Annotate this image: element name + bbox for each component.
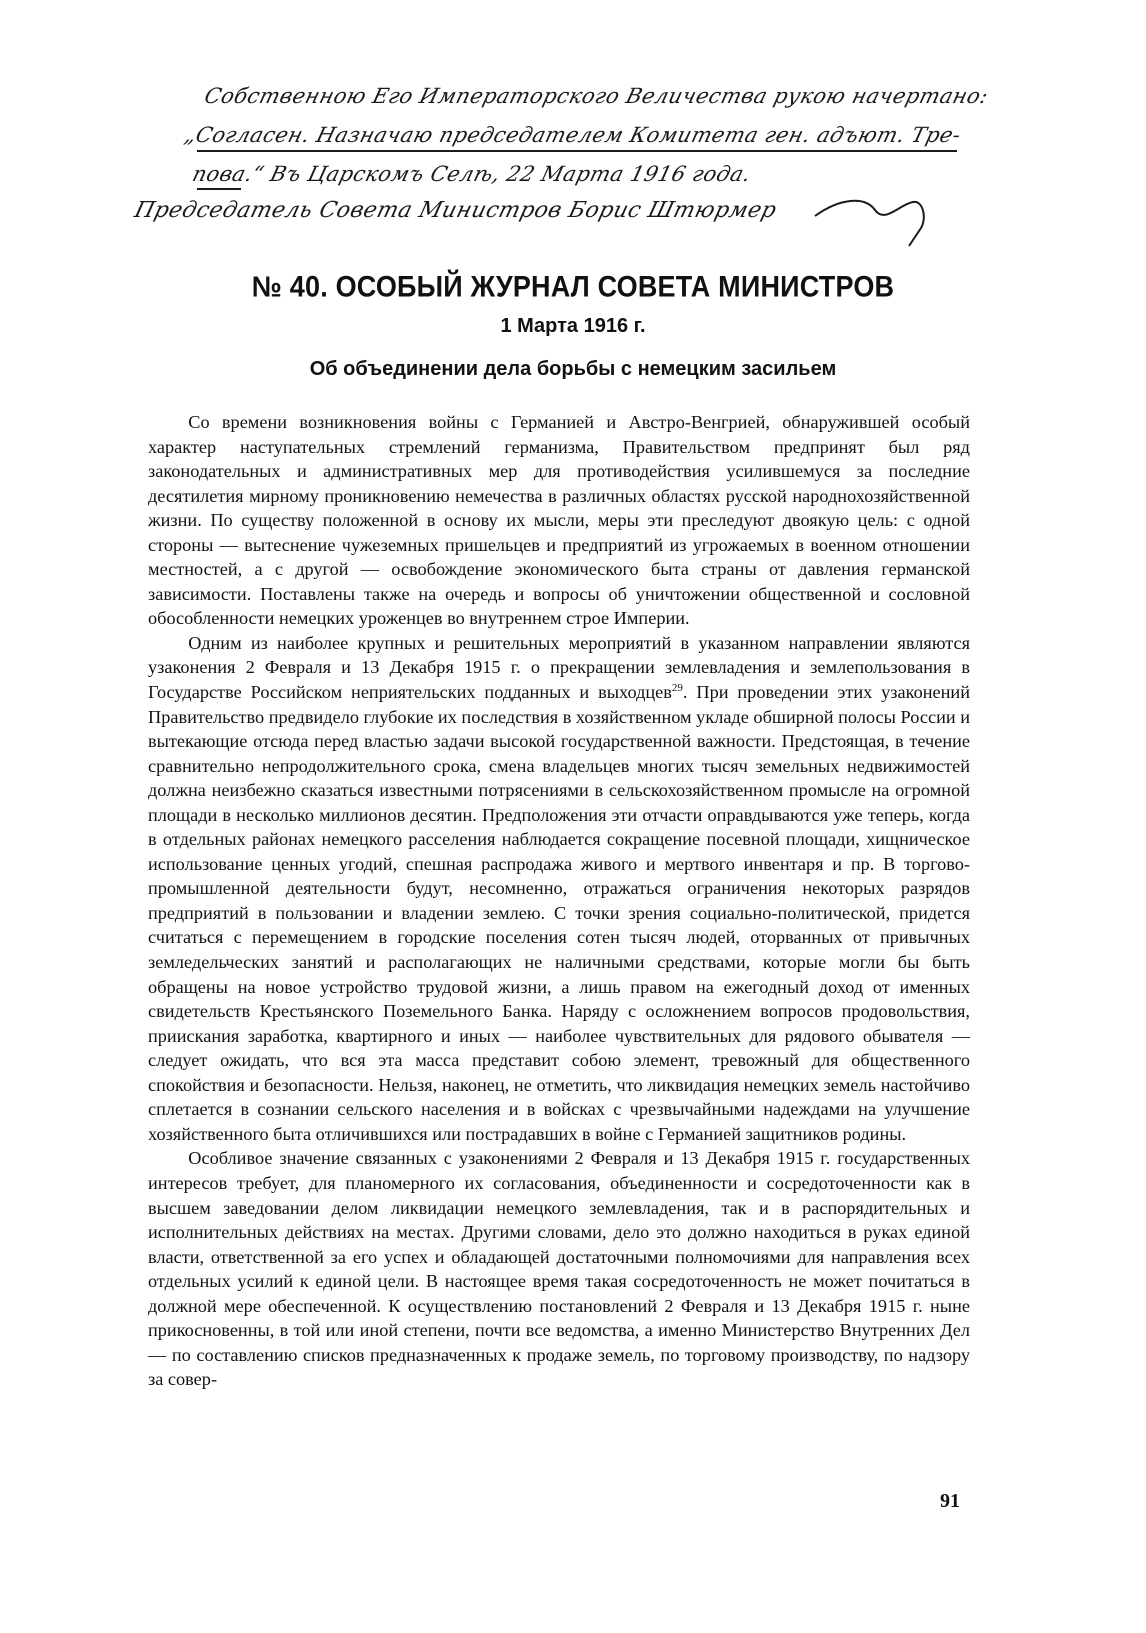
paragraph bbox=[148, 631, 970, 1146]
document-date: 1 Марта 1916 г. bbox=[500, 315, 646, 337]
paragraph: Особливое значение связанных с узаконениями 2 Февраля и 13 Декабря 1915 г. государственных интересов требует, для планомерного их согласования, объединенности и сосредоточенности как в высшем заведовании делом ликвидации немецкого землевладения, так и в распорядительных и исполнительных действиях на местах. Другими словами, дело это должно находиться в руках единой власти, ответственной за его успех и обладающей достаточными полномочиями для направления всех отдельных усилий к единой цели. В настоящее время такая сосредоточенность не может почитаться в должной мере обеспеченной. К осуществлению постановлений 2 Февраля и 13 Декабря 1915 г. ныне прикосновенны, в той или иной степени, почти все ведомства, а именно Министерство Внутренних Дел — по составлению списков предназначенных к продаже земель, по торговому производству, по надзору за совер- bbox=[148, 1148, 970, 1390]
handwritten-line-2: „Согласен. Назначаю председателем Комитета ген. адъют. Тре- bbox=[182, 123, 964, 147]
document-title: № 40. ОСОБЫЙ ЖУРНАЛ СОВЕТА МИНИСТРОВ bbox=[251, 270, 895, 304]
document-body bbox=[148, 410, 970, 1392]
paragraph-text: Одним из наиболее крупных и решительных мероприятий в указанном направлении являются узаконения 2 Февраля и 13 Декабря 1915 г. о прекращении землевладения и землепользования в Государстве Российском неприятельских подданных и выходцев bbox=[148, 632, 970, 703]
handwritten-signature-line: Председатель Совета Министров Борис Штюрмер bbox=[131, 198, 780, 223]
handwritten-line-1: Собственною Его Императорского Величества рукою начертано: bbox=[202, 84, 991, 108]
footnote-reference: 29 bbox=[671, 681, 683, 694]
handwritten-line-3: пова.“ Въ Царскомъ Селѣ, 22 Марта 1916 года. bbox=[190, 162, 754, 186]
paragraph-text: . При проведении этих узаконений Правительство предвидело глубокие их последствия в хозяйственном укладе обширной полосы России и вытекающие отсюда перед властью задачи высокой государственной важности. Предстоящая, в течение сравнительно непродолжительного срока, смена владельцев многих тысяч земельных недвижимостей должна неизбежно сказаться известными потрясениями в сельскохозяйственном промысле на огромной площади в несколько миллионов десятин. Предположения эти отчасти оправдываются уже теперь, когда в отдельных районах немецкого расселения наблюдается сокращение посевной площади, хищническое использование ценных угодий, спешная распродажа живого и мертвого инвентаря и пр. В торгово-промышленной деятельности будут, несомненно, отражаться ограничения некоторых разрядов предприятий в пользовании и владении землею. С точки зрения социально-политической, придется считаться с перемещением в городские поселения сотен тысяч людей, оторванных от привычных земледельческих занятий и располагающих не наличными средствами, которые могли бы быть обращены на новое устройство трудовой жизни, а лишь правом на ежегодный доход от именных свидетельств Крестьянского Поземельного Банка. Наряду с осложнением вопросов продовольствия, приискания заработка, квартирного и иных — наиболее чувствительных для рядового обывателя — следует ожидать, что вся эта масса представит собою элемент, тревожный для общественного спокойствия и безопасности. Нельзя, наконец, не отметить, что ликвидация немецких земель настойчиво сплетается в сознании сельского населения и в войсках с чрезвычайными надеждами на улучшение хозяйственного быта отличившихся или пострадавших в войне с Германией защитников родины. bbox=[148, 682, 970, 1144]
document-subtitle: Об объединении дела борьбы с немецким засильем bbox=[309, 358, 837, 380]
signature-flourish-icon bbox=[175, 78, 965, 253]
handwritten-resolution bbox=[131, 78, 991, 253]
page-number: 91 bbox=[940, 1490, 960, 1512]
paragraph: Со времени возникновения войны с Германией и Австро-Венгрией, обнаружившей особый характер наступательных стремлений германизма, Правительством предпринят был ряд законодательных и административных мер для противодействия усилившемуся за последние десятилетия мирному проникновению немечества в различных областях русской народнохозяйственной жизни. По существу положенной в основу их мысли, меры эти преследуют двоякую цель: с одной стороны — вытеснение чужеземных пришельцев и предприятий из угрожаемых в военном отношении местностей, а с другой — освобождение экономического быта страны от давления германской зависимости. Поставлены также на очередь и вопросы об уничтожении общественной и сословной обособленности немецких уроженцев во внутреннем строе Империи. bbox=[148, 412, 970, 629]
